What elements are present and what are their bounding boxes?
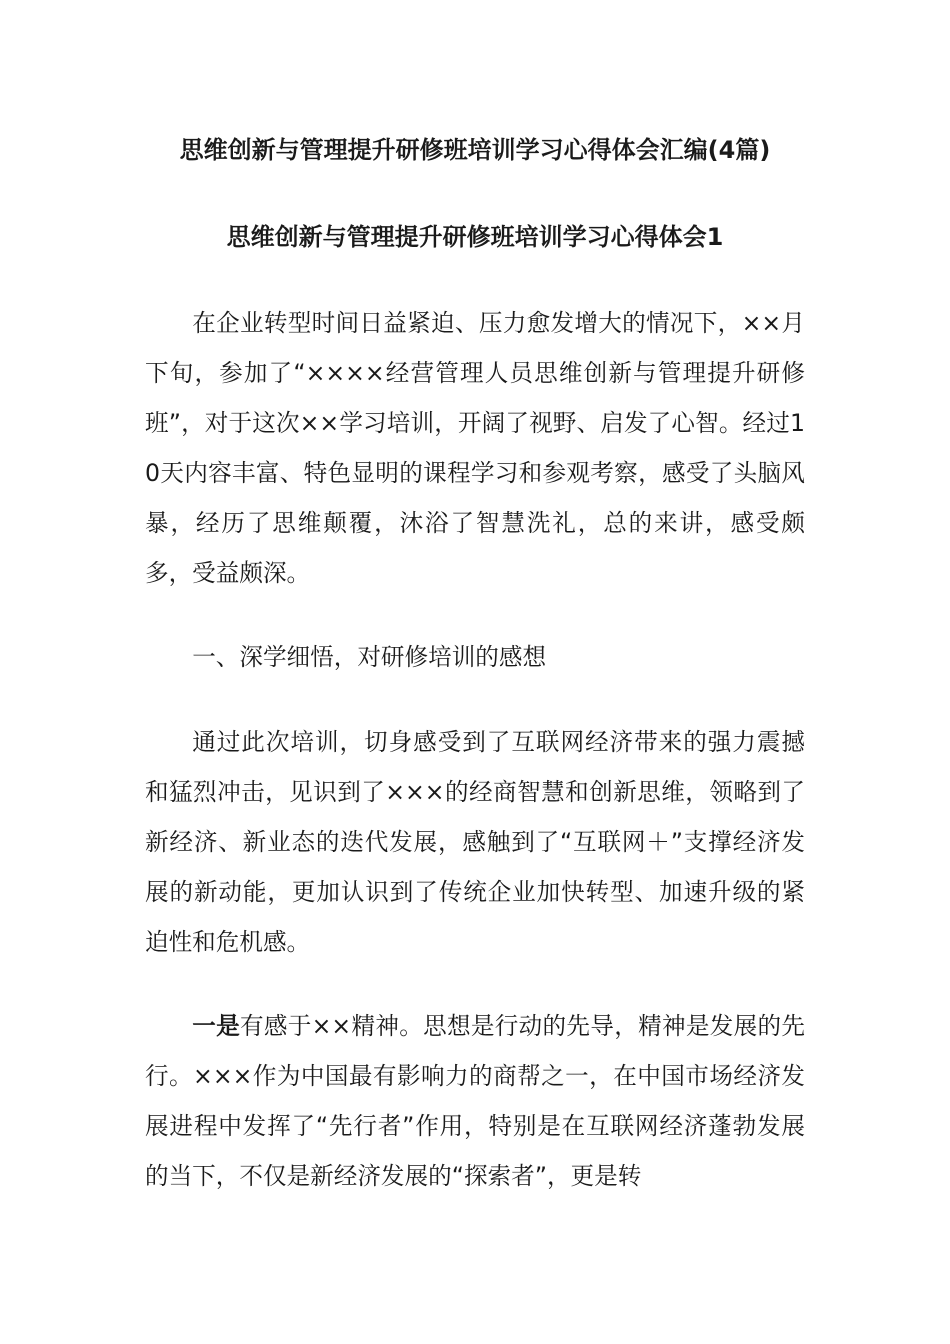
paragraph-reflection: 通过此次培训，切身感受到了互联网经济带来的强力震撼和猛烈冲击，见识到了×××的经商智慧和创新思维，领略到了新经济、新业态的迭代发展，感触到了“互联网＋”支撑经济发展的新动能，更加认识到了传统企业加快转型、加速升级的紧迫性和危机感。 xyxy=(145,728,805,956)
section-title: 思维创新与管理提升研修班培训学习心得体会1 xyxy=(226,223,724,251)
point-text: 有感于××精神。思想是行动的先导，精神是发展的先行。×××作为中国最有影响力的商帮之一，在中国市场经济发展进程中发挥了“先行者”作用，特别是在互联网经济蓬勃发展的当下，不仅是新经济发展的“探索者”，更是转 xyxy=(145,1012,805,1190)
paragraph-intro: 在企业转型时间日益紧迫、压力愈发增大的情况下，××月下旬，参加了“××××经营管理人员思维创新与管理提升研修班”，对于这次××学习培训，开阔了视野、启发了心智。经过10天内容丰富、特色显明的课程学习和参观考察，感受了头脑风暴，经历了思维颠覆，沐浴了智慧洗礼，总的来讲，感受颇多，受益颇深。 xyxy=(145,309,805,587)
point-label: 一是 xyxy=(192,1012,240,1040)
section-heading-1: 一、深学细悟，对研修培训的感想 xyxy=(192,643,547,671)
paragraph-point-1 xyxy=(145,1001,805,1201)
document-title: 思维创新与管理提升研修班培训学习心得体会汇编(4篇) xyxy=(179,136,771,164)
